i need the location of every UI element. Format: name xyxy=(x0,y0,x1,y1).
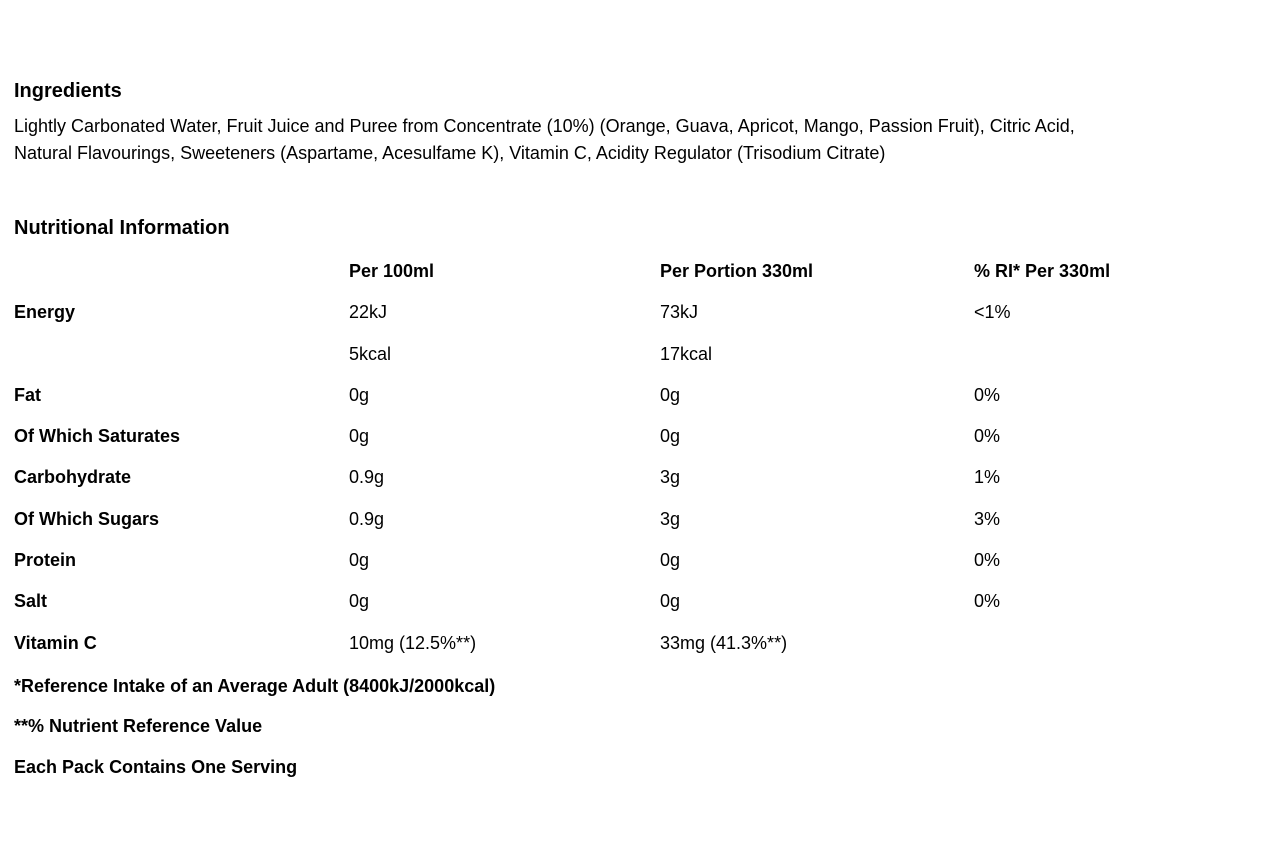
nutrition-row-energy-kj xyxy=(14,299,1276,325)
footnote-serving: Each Pack Contains One Serving xyxy=(14,757,298,777)
nutrient-name: Of Which Saturates xyxy=(14,426,181,446)
per-portion-value: 33mg (41.3%**) xyxy=(660,633,788,653)
per-100ml-value: 0g xyxy=(349,591,370,611)
ingredients-line: Natural Flavourings, Sweeteners (Aspartame, Acesulfame K), Vitamin C, Acidity Regulator (Trisodium Citrate) xyxy=(14,143,886,163)
ri-percent-value: 0% xyxy=(974,426,1001,446)
per-100ml-value: 0g xyxy=(349,385,370,405)
per-100ml-value: 0g xyxy=(349,550,370,570)
nutrient-name: Energy xyxy=(14,302,76,322)
column-header-per-100ml: Per 100ml xyxy=(349,261,435,281)
nutrition-row-protein xyxy=(14,547,1276,573)
column-header-per-portion: Per Portion 330ml xyxy=(660,261,814,281)
nutrient-name: Vitamin C xyxy=(14,633,97,653)
nutrition-header-row xyxy=(14,258,1276,284)
per-portion-value: 17kcal xyxy=(660,344,713,364)
nutrient-name: Carbohydrate xyxy=(14,467,132,487)
nutrient-name: Salt xyxy=(14,591,48,611)
footnote-nrv: **% Nutrient Reference Value xyxy=(14,716,263,736)
ri-percent-value: 1% xyxy=(974,467,1001,487)
per-portion-value: 0g xyxy=(660,426,681,446)
ri-percent-value: 0% xyxy=(974,591,1001,611)
nutrition-row-salt xyxy=(14,588,1276,614)
ri-percent-value: 0% xyxy=(974,550,1001,570)
nutrition-row-energy-kcal xyxy=(14,341,1276,367)
nutrition-row-vitamin-c xyxy=(14,630,1276,656)
nutrition-row-saturates xyxy=(14,423,1276,449)
ingredients-line: Lightly Carbonated Water, Fruit Juice and Puree from Concentrate (10%) (Orange, Guava, Apricot, Mango, Passion Fruit), Citric Acid, xyxy=(14,116,1075,136)
per-portion-value: 3g xyxy=(660,467,681,487)
per-100ml-value: 0.9g xyxy=(349,467,385,487)
ri-percent-value: 0% xyxy=(974,385,1001,405)
nutrition-heading: Nutritional Information xyxy=(14,217,230,239)
per-100ml-value: 22kJ xyxy=(349,302,388,322)
nutrition-row-fat xyxy=(14,382,1276,408)
nutrition-row-sugars xyxy=(14,506,1276,532)
per-100ml-value: 0g xyxy=(349,426,370,446)
per-portion-value: 3g xyxy=(660,509,681,529)
ri-percent-value: 3% xyxy=(974,509,1001,529)
footnote-reference-intake: *Reference Intake of an Average Adult (8400kJ/2000kcal) xyxy=(14,676,496,696)
product-info-page xyxy=(14,0,1276,853)
per-portion-value: 73kJ xyxy=(660,302,699,322)
per-portion-value: 0g xyxy=(660,385,681,405)
per-portion-value: 0g xyxy=(660,591,681,611)
ingredients-text xyxy=(14,113,1280,167)
column-header-ri: % RI* Per 330ml xyxy=(974,261,1111,281)
nutrition-row-carbohydrate xyxy=(14,464,1276,490)
per-100ml-value: 5kcal xyxy=(349,344,392,364)
ingredients-heading: Ingredients xyxy=(14,80,122,102)
nutrient-name: Protein xyxy=(14,550,77,570)
nutrient-name: Fat xyxy=(14,385,41,405)
per-100ml-value: 0.9g xyxy=(349,509,385,529)
ri-percent-value: <1% xyxy=(974,302,1011,322)
per-portion-value: 0g xyxy=(660,550,681,570)
per-100ml-value: 10mg (12.5%**) xyxy=(349,633,477,653)
nutrient-name: Of Which Sugars xyxy=(14,509,160,529)
